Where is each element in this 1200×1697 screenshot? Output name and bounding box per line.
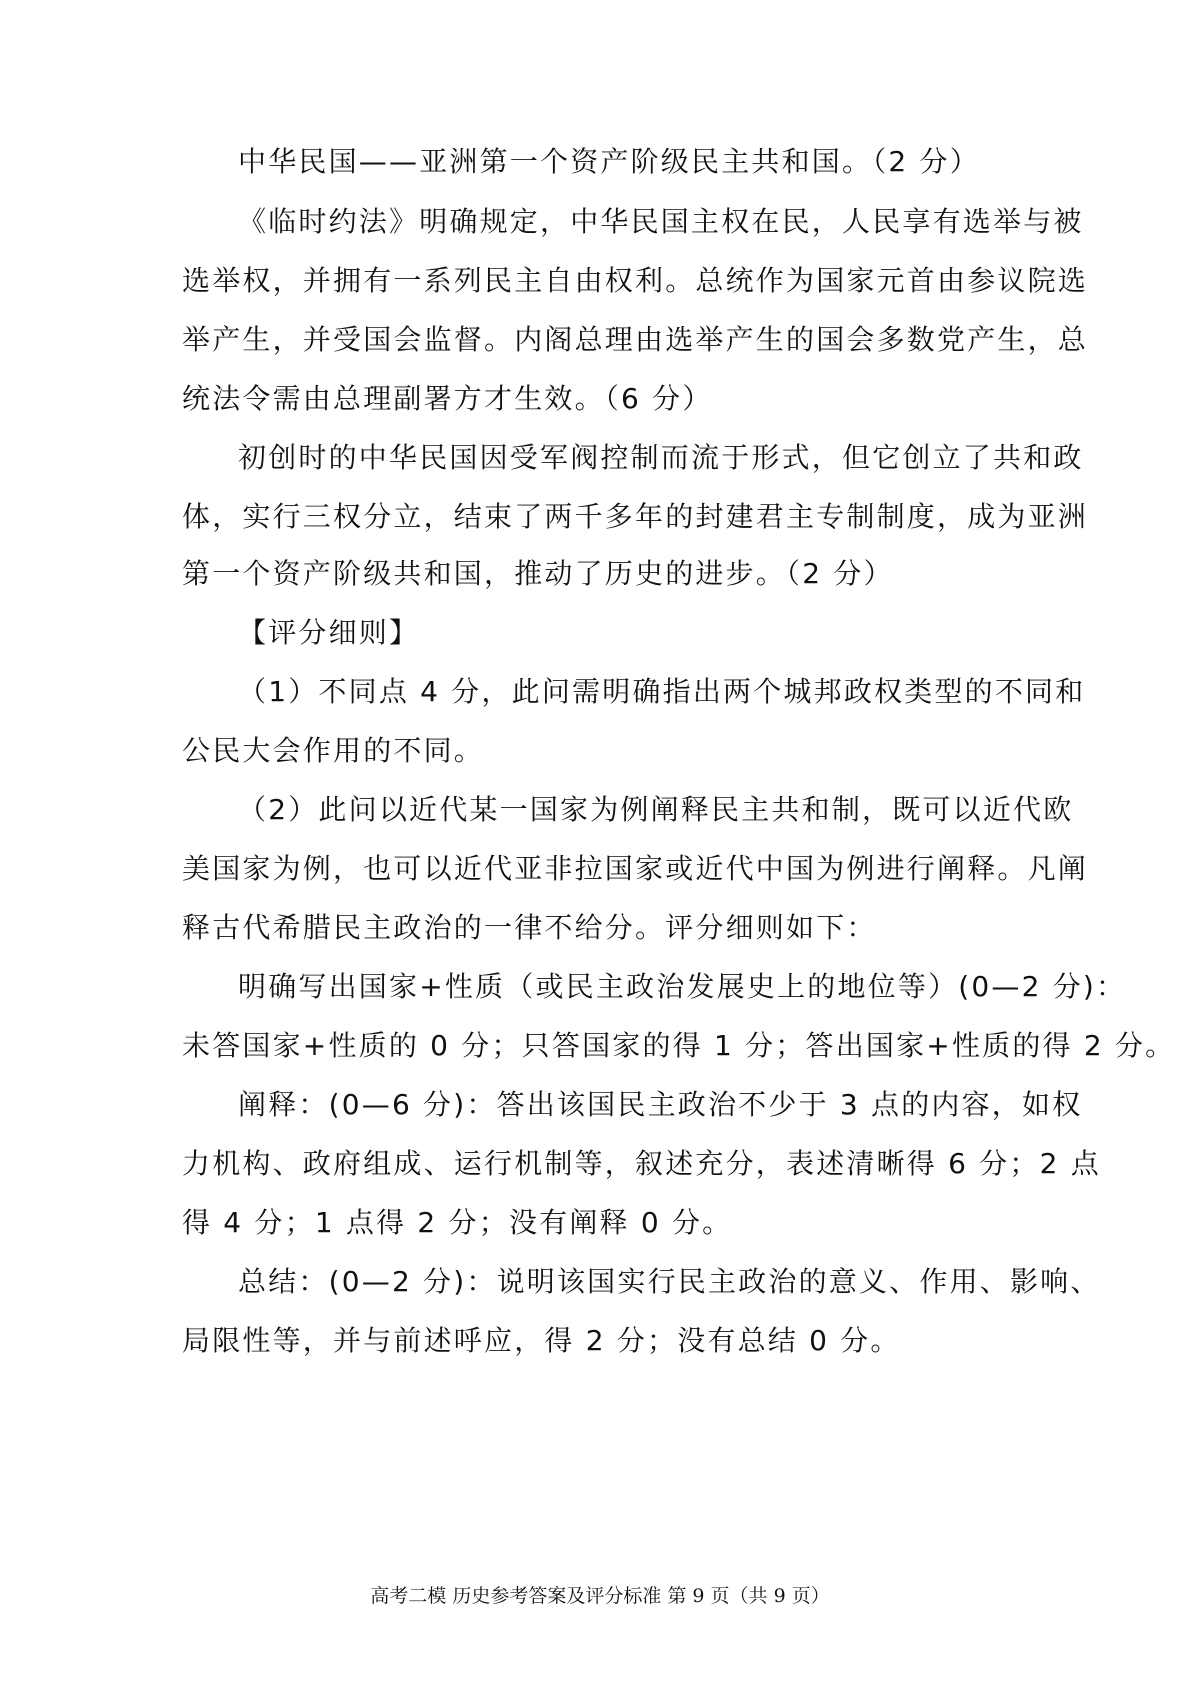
paragraph-line: 体，实行三权分立，结束了两千多年的封建君主专制制度，成为亚洲 [182, 500, 1089, 533]
paragraph-line: （2）此问以近代某一国家为例阐释民主共和制，既可以近代欧 [238, 793, 1074, 826]
section-heading: 【评分细则】 [238, 616, 420, 649]
paragraph-line: 中华民国——亚洲第一个资产阶级民主共和国。（2 分） [238, 145, 980, 178]
paragraph-line: 未答国家+性质的 0 分；只答国家的得 1 分；答出国家+性质的得 2 分。 [182, 1029, 1176, 1062]
paragraph-line: 第一个资产阶级共和国，推动了历史的进步。（2 分） [182, 557, 894, 590]
paragraph-line: 举产生，并受国会监督。内阁总理由选举产生的国会多数党产生，总 [182, 323, 1089, 356]
paragraph-line: 得 4 分；1 点得 2 分；没有阐释 0 分。 [182, 1206, 733, 1239]
paragraph-line: 初创时的中华民国因受军阀控制而流于形式，但它创立了共和政 [238, 441, 1084, 474]
paragraph-line: 明确写出国家+性质（或民主政治发展史上的地位等）(0—2 分)： [238, 970, 1127, 1003]
paragraph-line: 力机构、政府组成、运行机制等，叙述充分，表述清晰得 6 分；2 点 [182, 1147, 1101, 1180]
paragraph-line: 选举权，并拥有一系列民主自由权利。总统作为国家元首由参议院选 [182, 264, 1089, 297]
paragraph-line: 美国家为例，也可以近代亚非拉国家或近代中国为例进行阐释。凡阐 [182, 852, 1089, 885]
paragraph-line: 释古代希腊民主政治的一律不给分。评分细则如下： [182, 911, 877, 944]
paragraph-line: 局限性等，并与前述呼应，得 2 分；没有总结 0 分。 [182, 1324, 901, 1357]
paragraph-line: 《临时约法》明确规定，中华民国主权在民，人民享有选举与被 [238, 205, 1084, 238]
paragraph-line: 公民大会作用的不同。 [182, 734, 485, 767]
paragraph-line: （1）不同点 4 分，此问需明确指出两个城邦政权类型的不同和 [238, 675, 1086, 708]
page-footer: 高考二模 历史参考答案及评分标准 第 9 页（共 9 页） [370, 1585, 830, 1607]
paragraph-line: 总结：(0—2 分)：说明该国实行民主政治的意义、作用、影响、 [238, 1265, 1101, 1298]
paragraph-line: 阐释：(0—6 分)：答出该国民主政治不少于 3 点的内容，如权 [238, 1088, 1083, 1121]
paragraph-line: 统法令需由总理副署方才生效。（6 分） [182, 382, 713, 415]
